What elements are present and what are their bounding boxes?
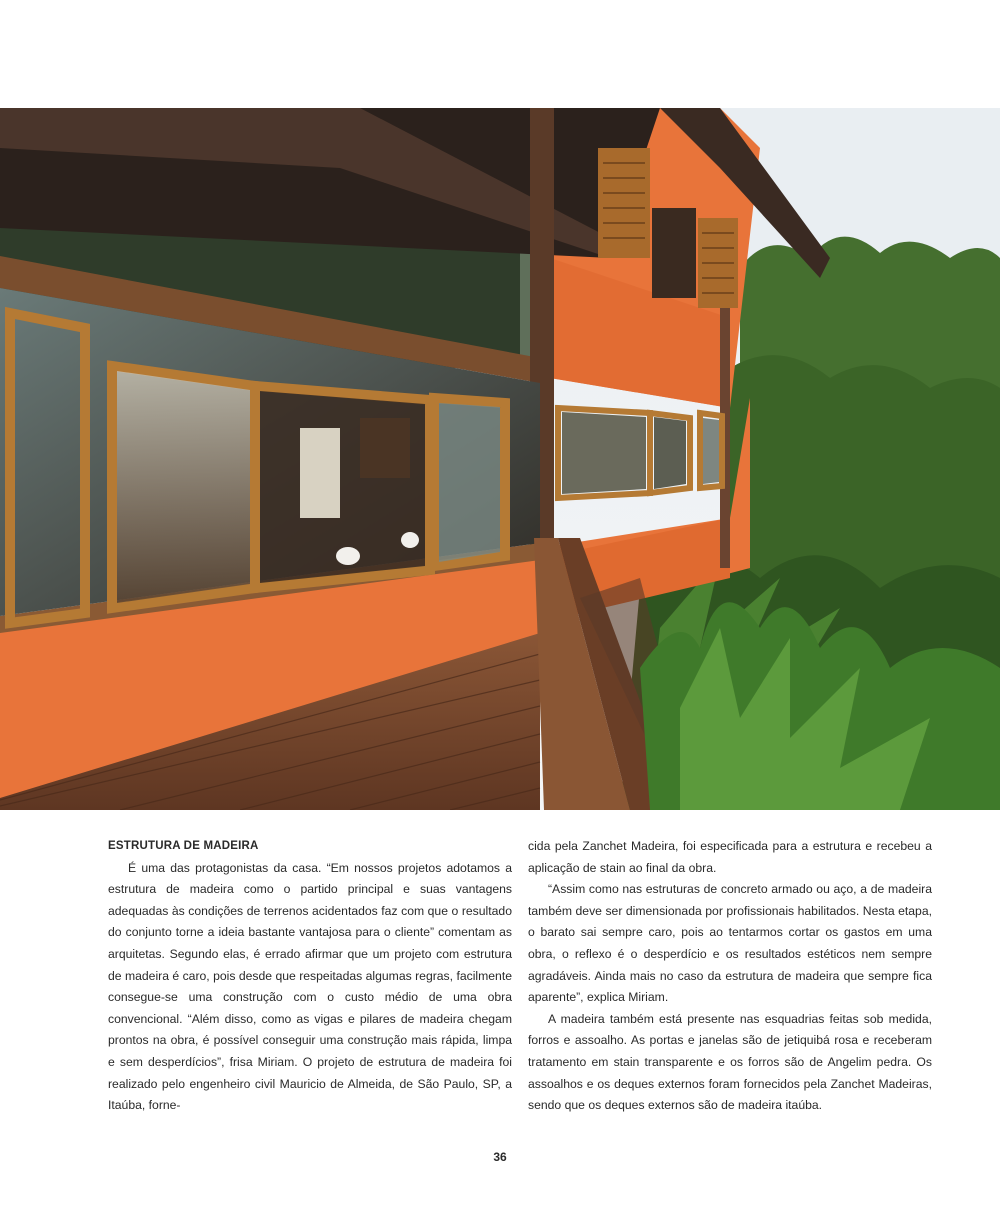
house-photo bbox=[0, 108, 1000, 810]
article-column-left bbox=[108, 836, 512, 1117]
page-number: 36 bbox=[493, 1150, 507, 1164]
section-heading: ESTRUTURA DE MADEIRA bbox=[108, 840, 259, 852]
house-photo-icon bbox=[0, 108, 1000, 810]
article-paragraph: É uma das protagonistas da casa. “Em nossos projetos adotamos a estrutura de madeira como o partido principal e suas vantagens adequadas às condições de terrenos acidentados faz com que o resultado do conjunto torne a ideia bastante vantajosa para o cliente” comentam as arquitetas. Segundo elas, é errado afirmar que um projeto com estrutura de madeira é caro, pois desde que respeitadas algumas regras, facilmente consegue-se uma construção com o custo médio de uma obra convencional. “Além disso, como as vigas e pilares de madeira chegam prontos na obra, é possível conseguir uma construção mais rápida, limpa e sem desperdícios”, frisa Miriam. O projeto de estrutura de madeira foi realizado pelo engenheiro civil Mauricio de Almeida, de São Paulo, SP, a Itaúba, forne- bbox=[108, 860, 512, 1113]
article-column-right bbox=[528, 836, 932, 1117]
article-paragraph: “Assim como nas estruturas de concreto armado ou aço, a de madeira também deve ser dimensionada por profissionais habilitados. Nesta etapa, o barato sai sempre caro, pois ao tentarmos cortar os gastos em uma obra, o reflexo é o desperdício e os resultados estéticos nem sempre agradáveis. Ainda mais no caso da estrutura de madeira que sempre fica aparente”, explica Miriam. bbox=[528, 882, 932, 1005]
article-paragraph: A madeira também está presente nas esquadrias feitas sob medida, forros e assoalho. As portas e janelas são de jetiquibá rosa e receberam tratamento em stain transparente e os forros são de Angelim pedra. Os assoalhos e os deques externos foram fornecidos pela Zanchet Madeiras, sendo que os deques externos são de madeira itaúba. bbox=[528, 1011, 932, 1113]
article-paragraph: cida pela Zanchet Madeira, foi especificada para a estrutura e recebeu a aplicação de stain ao final da obra. bbox=[528, 839, 932, 875]
